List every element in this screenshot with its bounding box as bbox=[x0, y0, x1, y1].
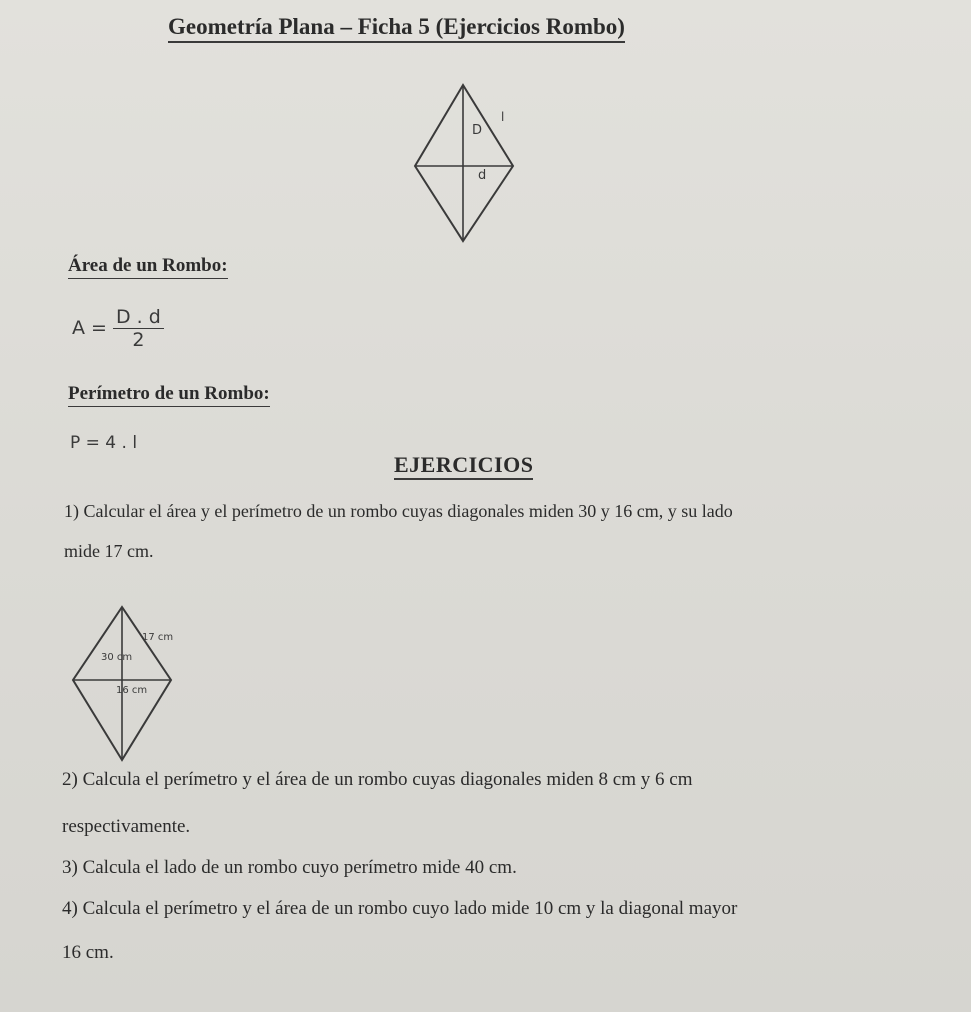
exercise-2-line-1: 2) Calcula el perímetro y el área de un rombo cuyas diagonales miden 8 cm y 6 cm bbox=[62, 769, 693, 790]
rhombus-diagram-measured bbox=[60, 600, 200, 770]
area-formula bbox=[72, 306, 164, 351]
minor-diagonal-label: d bbox=[478, 168, 487, 183]
area-heading: Área de un Rombo: bbox=[68, 255, 228, 279]
minor-diagonal-measure-label: 16 cm bbox=[116, 685, 148, 696]
area-formula-denominator: 2 bbox=[132, 329, 145, 351]
side-label: l bbox=[501, 110, 505, 124]
area-formula-numerator: D . d bbox=[113, 306, 164, 329]
major-diagonal-measure-label: 30 cm bbox=[101, 652, 133, 663]
exercise-4-line-2: 16 cm. bbox=[62, 942, 114, 963]
perimeter-formula: P = 4 . l bbox=[70, 433, 138, 453]
rhombus-diagram-labeled bbox=[400, 80, 530, 250]
exercise-1-line-2: mide 17 cm. bbox=[64, 541, 154, 561]
major-diagonal-label: D bbox=[472, 123, 483, 138]
perimeter-heading: Perímetro de un Rombo: bbox=[68, 383, 270, 407]
page-title: Geometría Plana – Ficha 5 (Ejercicios Rombo) bbox=[168, 14, 625, 43]
area-formula-fraction bbox=[113, 306, 164, 351]
area-formula-lhs: A = bbox=[72, 317, 107, 339]
exercise-3: 3) Calcula el lado de un rombo cuyo perímetro mide 40 cm. bbox=[62, 857, 517, 878]
exercise-1-line-1: 1) Calcular el área y el perímetro de un rombo cuyas diagonales miden 30 y 16 cm, y su lado bbox=[64, 501, 733, 521]
exercises-heading: EJERCICIOS bbox=[394, 452, 533, 480]
side-measure-label: 17 cm bbox=[142, 632, 174, 643]
exercise-4-line-1: 4) Calcula el perímetro y el área de un rombo cuyo lado mide 10 cm y la diagonal mayor bbox=[62, 898, 738, 919]
exercise-2-line-2: respectivamente. bbox=[62, 816, 191, 837]
rhombus-outline bbox=[415, 85, 513, 241]
